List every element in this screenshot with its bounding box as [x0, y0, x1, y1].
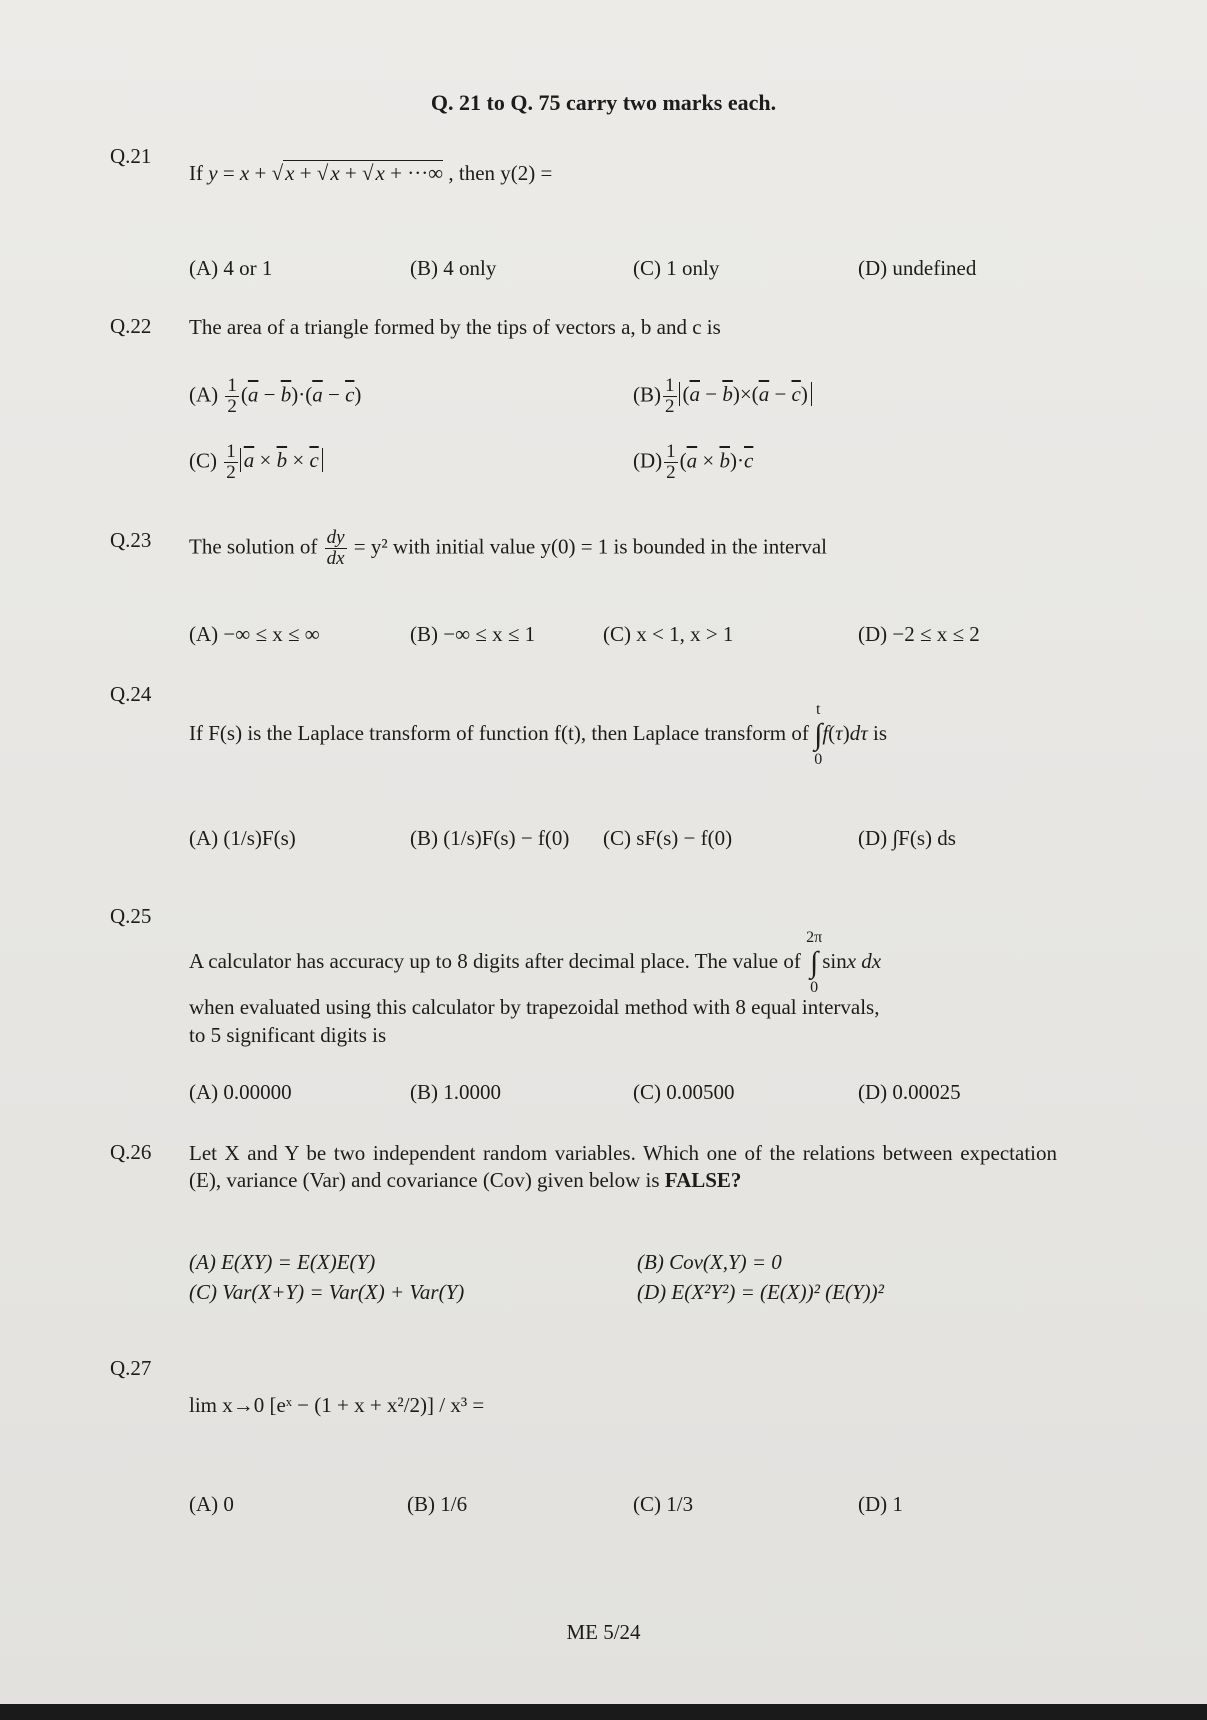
- question-stem: If F(s) is the Laplace transform of function f(t), then Laplace transform of t ∫ 0 f(τ)dτ is: [189, 701, 887, 768]
- question-number: Q.22: [110, 314, 152, 338]
- option-a[interactable]: (A) (1/s)F(s): [189, 826, 296, 850]
- page-footer: ME 5/24: [566, 1620, 641, 1644]
- option-c[interactable]: (C) Var(X+Y) = Var(X) + Var(Y): [189, 1280, 465, 1304]
- option-d[interactable]: (D) $\frac{1}{2}$ $(\overline{a} \times \overline{b})\cdot\overline{c}$: [633, 441, 754, 483]
- scan-edge: [0, 1704, 1207, 1720]
- option-c[interactable]: (C) $\frac{1}{2}$ $\overline{a} \times \overline{b} \times \overline{c}$: [189, 442, 323, 483]
- option-d[interactable]: (D) −2 ≤ x ≤ 2: [858, 622, 980, 646]
- question-stem: [189, 1140, 1057, 1194]
- option-a[interactable]: (A) $\frac{1}{2}$ $(\overline{a} - \overline{b})\cdot(\overline{a} - \overline{c})$: [189, 375, 362, 417]
- question-stem-line3: to 5 significant digits is: [189, 1023, 387, 1047]
- option-a[interactable]: (A) 0: [189, 1492, 234, 1516]
- integral-sign: t ∫ 0: [814, 701, 823, 768]
- question-number: Q.25: [110, 904, 152, 928]
- question-stem: lim x→0 [eˣ − (1 + x + x²/2)] / x³ =: [189, 1393, 485, 1417]
- stem-text: , then y(2) =: [448, 161, 553, 185]
- question-stem: [189, 528, 1057, 569]
- option-c[interactable]: (C) sF(s) − f(0): [603, 826, 733, 850]
- question-number: Q.26: [110, 1140, 152, 1164]
- section-header: Q. 21 to Q. 75 carry two marks each.: [430, 90, 777, 115]
- question-stem-line2: when evaluated using this calculator by trapezoidal method with 8 equal intervals,: [189, 995, 880, 1019]
- option-b[interactable]: (B) 1/6: [407, 1492, 468, 1516]
- derivative-fraction: $\frac{dy}{dx}$: [326, 527, 345, 569]
- stem-text: If F(s) is the Laplace transform of function f(t), then Laplace transform of: [189, 720, 809, 745]
- option-d[interactable]: (D) undefined: [858, 256, 977, 280]
- option-a[interactable]: (A) −∞ ≤ x ≤ ∞: [189, 622, 320, 646]
- question-stem: A calculator has accuracy up to 8 digits after decimal place. The value of 2π ∫ 0 sinx dx: [189, 929, 882, 996]
- question-number: Q.24: [110, 682, 152, 706]
- option-a[interactable]: (A) E(XY) = E(X)E(Y): [189, 1250, 376, 1274]
- option-b[interactable]: (B) −∞ ≤ x ≤ 1: [410, 622, 536, 646]
- option-c[interactable]: (C) 0.00500: [633, 1080, 735, 1104]
- option-d[interactable]: (D) 0.00025: [858, 1080, 961, 1104]
- option-c[interactable]: (C) 1/3: [633, 1492, 694, 1516]
- option-a[interactable]: (A) 4 or 1: [189, 256, 273, 280]
- option-b[interactable]: (B) (1/s)F(s) − f(0): [410, 826, 570, 850]
- option-d[interactable]: (D) ∫F(s) ds: [858, 826, 956, 850]
- stem-text: The solution of: [189, 534, 318, 559]
- option-b[interactable]: (B) $\frac{1}{2}$ $(\overline{a} - \overline{b})\times(\overline{a} - \overline{c})$: [633, 376, 812, 417]
- option-c[interactable]: (C) 1 only: [633, 256, 720, 280]
- stem-text: A calculator has accuracy up to 8 digits after decimal place. The value of: [189, 948, 801, 973]
- stem-bold-text: FALSE?: [664, 1168, 742, 1192]
- question-number: Q.27: [110, 1356, 152, 1380]
- stem-text: Let X and Y be two independent random variables. Which one of the relations between expectation (E), variance (Var) and covariance (Cov) given below is: [189, 1141, 1057, 1192]
- stem-text: = y² with initial value y(0) = 1 is bounded in the interval: [353, 534, 827, 559]
- option-a[interactable]: (A) 0.00000: [189, 1080, 292, 1104]
- question-number: Q.23: [110, 528, 152, 552]
- stem-text: is: [872, 720, 887, 745]
- integral-sign: 2π ∫ 0: [806, 929, 823, 996]
- option-b[interactable]: (B) 4 only: [410, 256, 497, 280]
- option-b[interactable]: (B) Cov(X,Y) = 0: [637, 1250, 782, 1274]
- option-b[interactable]: (B) 1.0000: [410, 1080, 501, 1104]
- option-c[interactable]: (C) x < 1, x > 1: [603, 622, 734, 646]
- question-stem: If y = x + √x + √x + √x + ···∞ , then y(2) =: [189, 161, 553, 185]
- option-d[interactable]: (D) 1: [858, 1492, 903, 1516]
- question-stem: The area of a triangle formed by the tips of vectors a, b and c is: [189, 315, 721, 339]
- option-d[interactable]: (D) E(X²Y²) = (E(X))² (E(Y))²: [637, 1280, 884, 1304]
- stem-text: If: [189, 161, 209, 185]
- question-number: Q.21: [110, 144, 152, 168]
